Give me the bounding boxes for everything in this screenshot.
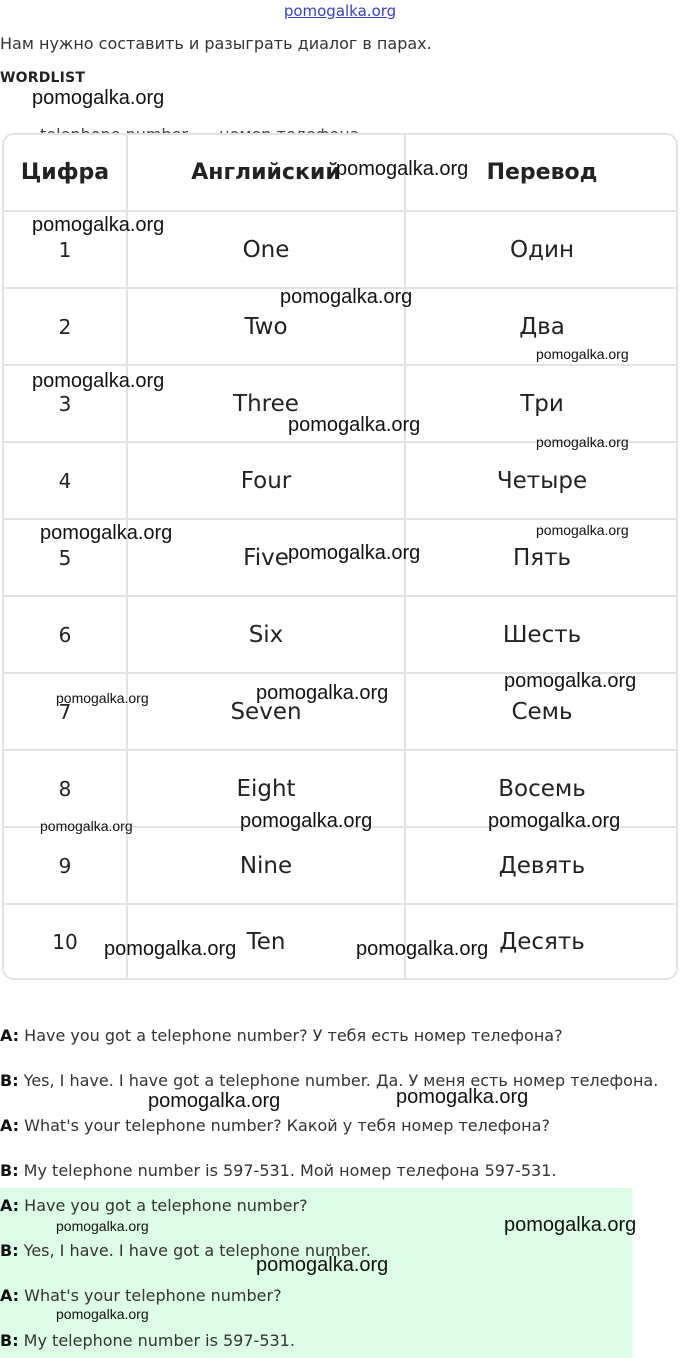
- watermark: pomogalka.org: [504, 1214, 637, 1236]
- watermark: pomogalka.org: [56, 1218, 149, 1234]
- watermark: pomogalka.org: [40, 818, 133, 834]
- cell-translation: Один: [510, 236, 574, 263]
- dialogue-text: Have you got a telephone number?: [19, 1196, 308, 1215]
- dialogue-line: [0, 1071, 658, 1090]
- cell-translation: Восемь: [498, 775, 586, 802]
- table-row: [4, 597, 676, 674]
- dialogue-line-english: [0, 1241, 371, 1260]
- dialogue-line: [0, 1161, 557, 1180]
- cell-translation: Четыре: [496, 467, 588, 494]
- watermark: pomogalka.org: [240, 810, 373, 832]
- watermark: pomogalka.org: [536, 522, 629, 538]
- cell-digit: 1: [4, 212, 128, 287]
- cell-digit: 6: [4, 597, 128, 672]
- dialogue-line: [0, 1116, 550, 1135]
- speaker-label: A:: [0, 1026, 20, 1045]
- cell-english: Eight: [128, 751, 406, 826]
- watermark: pomogalka.org: [56, 690, 149, 706]
- header-english: Английский: [128, 135, 406, 210]
- watermark: pomogalka.org: [288, 414, 421, 436]
- dialogue-text: Yes, I have. I have got a telephone number.: [18, 1241, 371, 1260]
- table-row: [4, 751, 676, 828]
- cell-english: Ten: [128, 905, 406, 978]
- speaker-label: B:: [0, 1161, 19, 1180]
- watermark: pomogalka.org: [32, 214, 165, 236]
- watermark: pomogalka.org: [40, 522, 173, 544]
- speaker-label: B:: [0, 1331, 19, 1350]
- watermark: pomogalka.org: [148, 1090, 281, 1112]
- dialogue-line-english: [0, 1331, 295, 1350]
- watermark: pomogalka.org: [396, 1086, 529, 1108]
- cell-english: Five: [128, 520, 406, 595]
- watermark: pomogalka.org: [256, 682, 389, 704]
- cell-translation: Три: [520, 390, 564, 417]
- watermark: pomogalka.org: [32, 87, 165, 109]
- dialogue-line-english: [0, 1286, 282, 1305]
- table-row: [4, 443, 676, 520]
- cell-digit: 5: [4, 520, 128, 595]
- site-link[interactable]: pomogalka.org: [283, 2, 397, 20]
- cell-digit: 8: [4, 751, 128, 826]
- watermark: pomogalka.org: [536, 346, 629, 362]
- cell-english: Four: [128, 443, 406, 518]
- speaker-label: A:: [0, 1116, 20, 1135]
- watermark: pomogalka.org: [104, 938, 237, 960]
- speaker-label: A:: [0, 1286, 20, 1305]
- table-header-row: [4, 135, 676, 212]
- cell-english: Two: [128, 289, 406, 364]
- table-row: [4, 520, 676, 597]
- cell-english: Nine: [128, 828, 406, 903]
- cell-translation: Девять: [498, 852, 586, 879]
- cell-translation: Семь: [511, 698, 573, 725]
- dialogue-text: What's your telephone number?: [19, 1286, 282, 1305]
- header-translation: Перевод: [486, 160, 598, 185]
- watermark: pomogalka.org: [356, 938, 489, 960]
- cell-digit: 7: [4, 674, 128, 749]
- table-row: [4, 366, 676, 443]
- watermark: pomogalka.org: [288, 542, 421, 564]
- watermark: pomogalka.org: [336, 158, 469, 180]
- dialogue-line: [0, 1026, 563, 1045]
- cell-english: Three: [128, 366, 406, 441]
- dialogue-text: Yes, I have. I have got a telephone number. Да. У меня есть номер телефона.: [18, 1071, 659, 1090]
- cell-english: Six: [128, 597, 406, 672]
- cell-digit: 9: [4, 828, 128, 903]
- table-row: [4, 905, 676, 978]
- speaker-label: B:: [0, 1071, 19, 1090]
- header-digit: Цифра: [4, 135, 128, 210]
- cell-translation: Шесть: [502, 621, 582, 648]
- watermark: pomogalka.org: [256, 1254, 389, 1276]
- numbers-table: [2, 133, 678, 980]
- watermark: pomogalka.org: [536, 434, 629, 450]
- cell-digit: 10: [4, 905, 128, 978]
- cell-digit: 2: [4, 289, 128, 364]
- speaker-label: B:: [0, 1241, 19, 1260]
- dialogue-line-english: [0, 1196, 308, 1215]
- dialogue-text: My telephone number is 597-531.: [18, 1331, 295, 1350]
- cell-translation: Десять: [499, 928, 585, 955]
- wordlist-heading: WORDLIST: [0, 70, 86, 86]
- cell-english: Seven: [128, 674, 406, 749]
- table-row: [4, 828, 676, 905]
- table-row: [4, 674, 676, 751]
- dialogue-text: What's your telephone number? Какой у тебя номер телефона?: [19, 1116, 550, 1135]
- cell-digit: 4: [4, 443, 128, 518]
- cell-translation: Пять: [512, 544, 572, 571]
- table-row: [4, 289, 676, 366]
- watermark: pomogalka.org: [32, 370, 165, 392]
- cell-translation: Два: [519, 313, 565, 340]
- watermark: pomogalka.org: [56, 1306, 149, 1322]
- table-row: [4, 212, 676, 289]
- watermark: pomogalka.org: [488, 810, 621, 832]
- dialogue-text: My telephone number is 597-531. Мой номер телефона 597-531.: [18, 1161, 557, 1180]
- cell-english: One: [128, 212, 406, 287]
- dialogue-text: Have you got a telephone number? У тебя есть номер телефона?: [19, 1026, 563, 1045]
- watermark: pomogalka.org: [504, 670, 637, 692]
- cell-digit: 3: [4, 366, 128, 441]
- speaker-label: A:: [0, 1196, 20, 1215]
- watermark: pomogalka.org: [280, 286, 413, 308]
- intro-text: Нам нужно составить и разыграть диалог в парах.: [0, 34, 432, 53]
